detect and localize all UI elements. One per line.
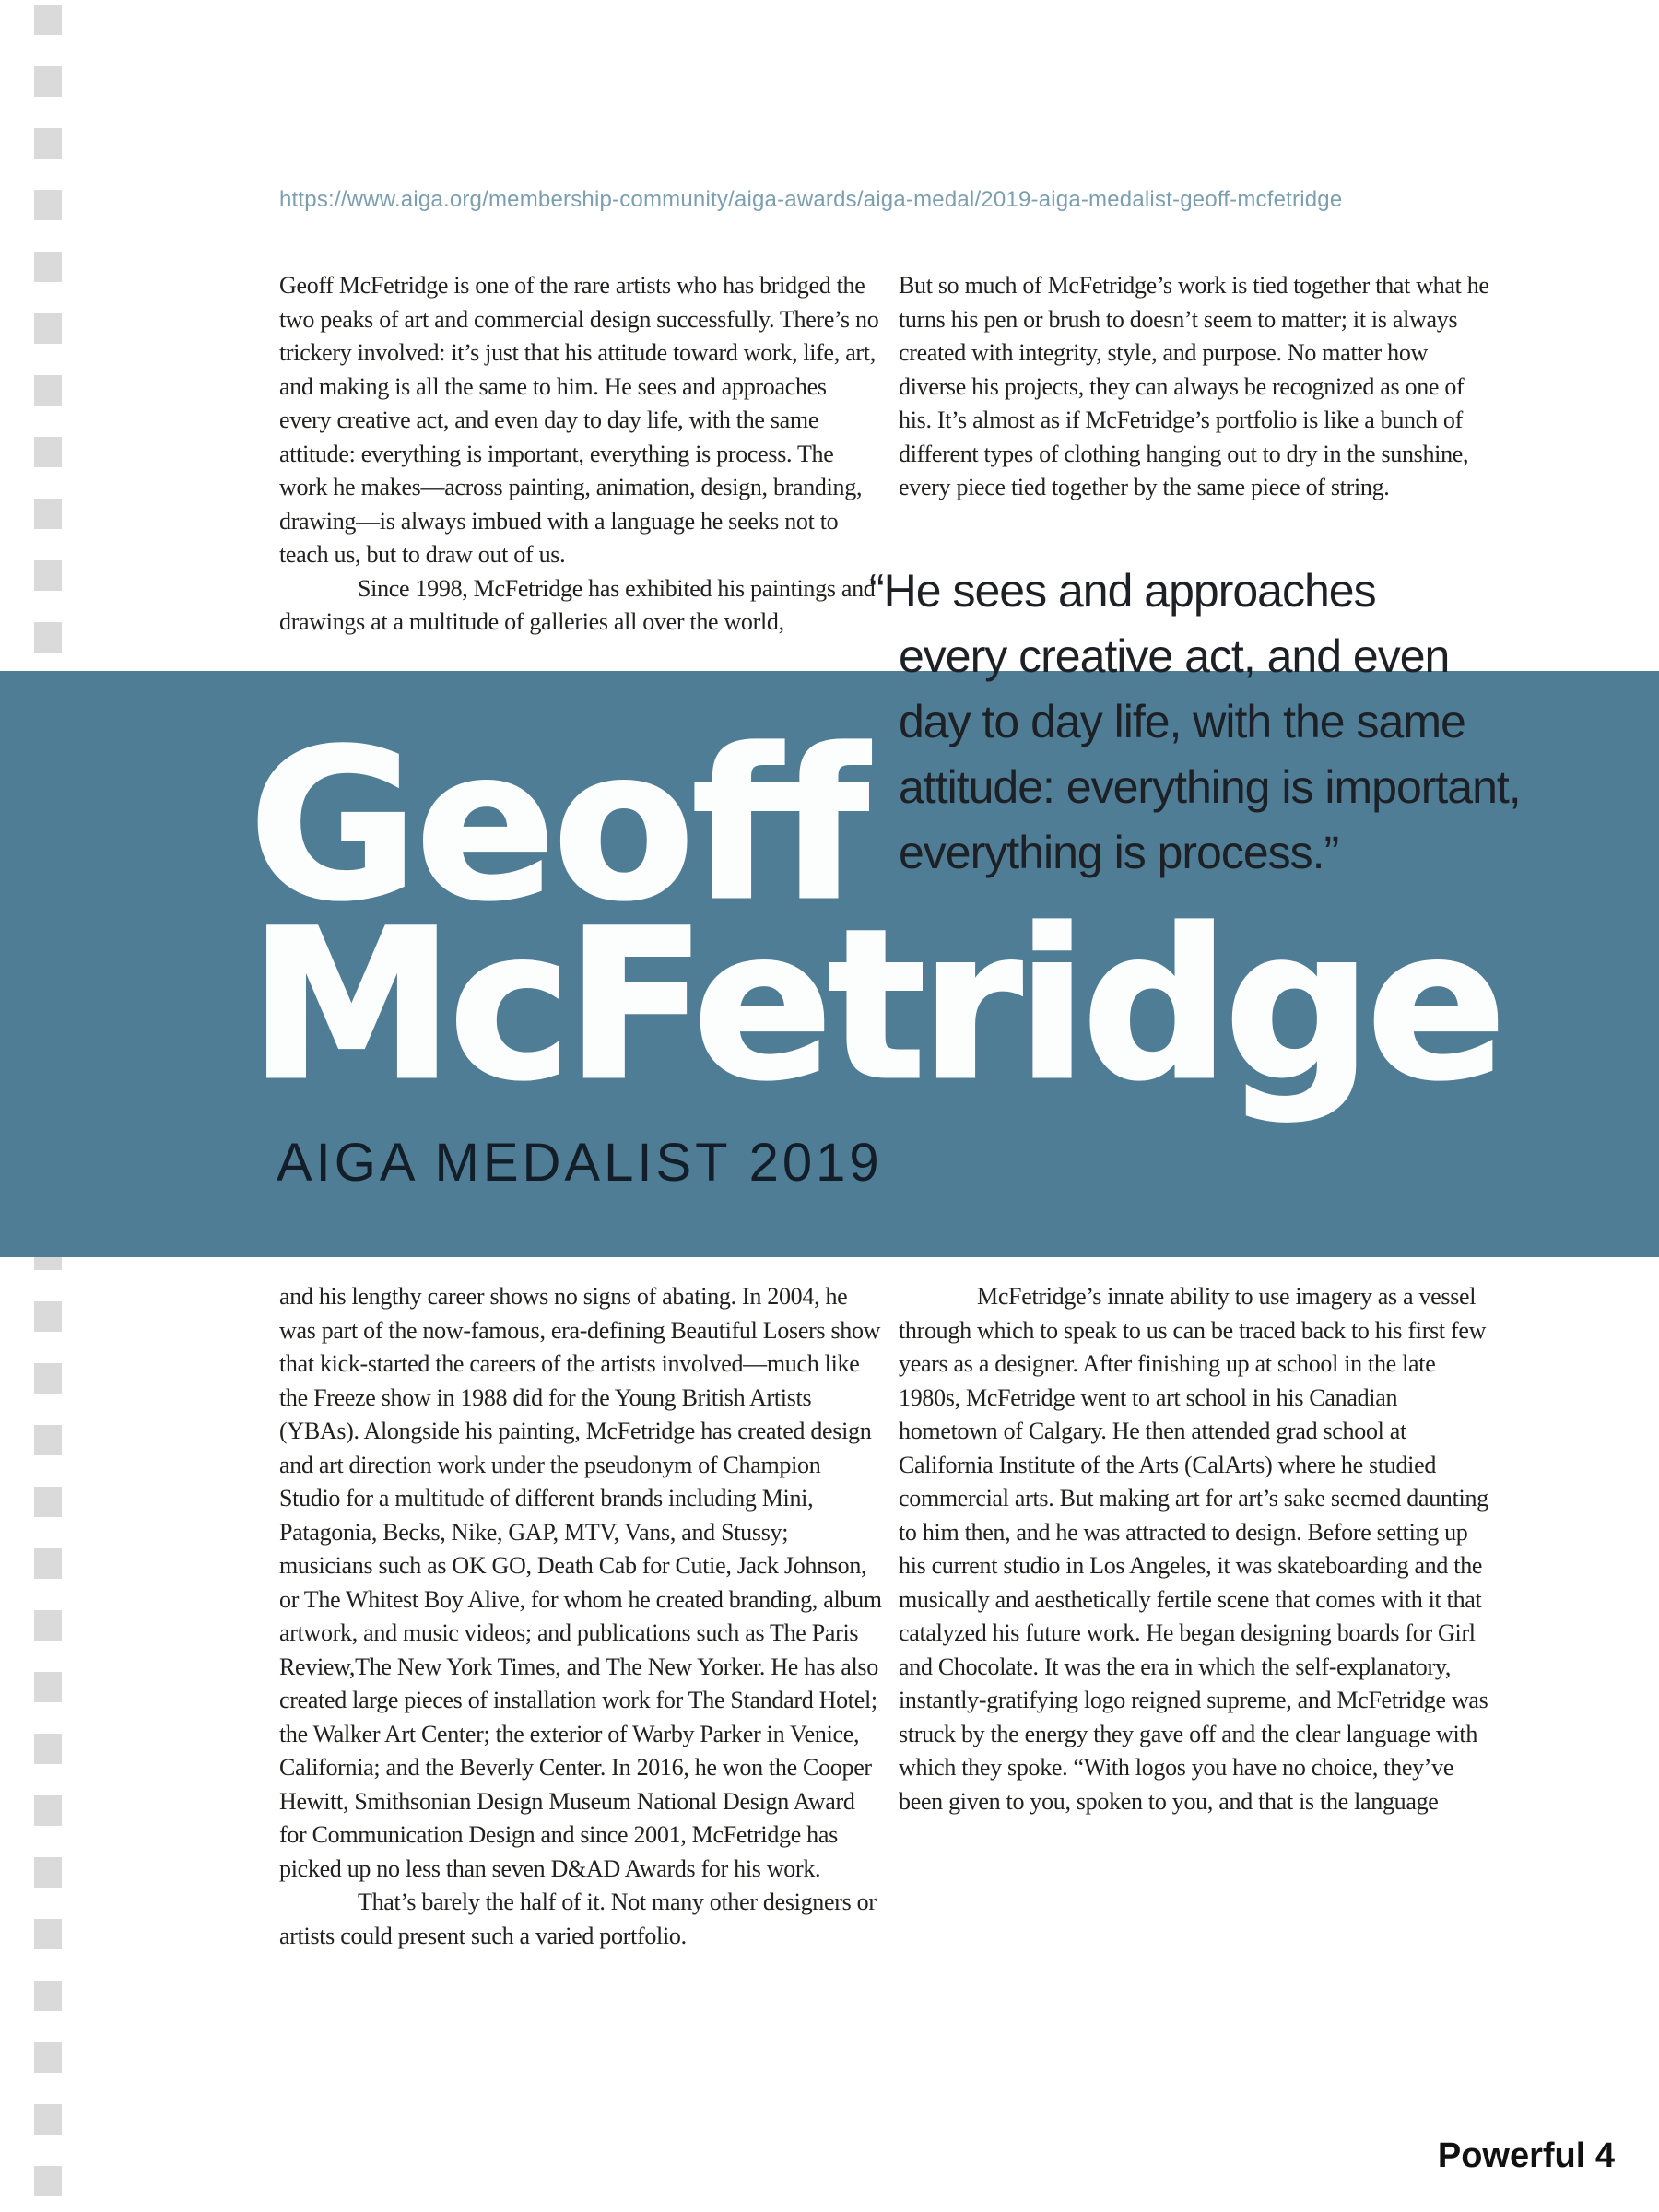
binding-hole [34,1672,62,1702]
binding-hole [34,66,62,97]
binding-hole [34,2104,62,2135]
binding-hole [34,313,62,344]
body-paragraph: and his lengthy career shows no signs of abating. In 2004, he was part of the now-famous, era-defining Beautiful Losers show that kick-started the careers of the artists involved—much like the Freeze show in 1988 did for the Young British Artists (YBAs). Alongside his painting, McFetridge has created design and art direction work under the pseudonym of Champion Studio for a multitude of different brands including Mini, Patagonia, Becks, Nike, GAP, MTV, Vans, and Stussy; musicians such as OK GO, Death Cab for Cutie, Jack Johnson, or The Whitest Boy Alive, for whom he created branding, album artwork, and music videos; and publications such as The Paris Review,The New York Times, and The New Yorker. He has also created large pieces of installation work for The Standard Hotel; the Walker Art Center; the exterior of Warby Parker in Venice, California; and the Beverly Center. In 2016, he won the Cooper Hewitt, Smithsonian Design Museum National Design Award for Communication Design and since 2001, McFetridge has picked up no less than seven D&AD Awards for his work. [279,1283,882,1882]
medalist-first-name: Geoff [249,705,866,946]
binding-hole [34,2166,62,2196]
pull-quote-line: everything is process.” [899,827,1339,878]
binding-hole [34,2042,62,2073]
body-right-column [899,1280,1496,1818]
binding-hole [34,1610,62,1641]
body-paragraph: McFetridge’s innate ability to use imagery as a vessel through which to speak to us can be traced back to his first few years as a designer. After finishing up at school in the late 1980s, McFetridge went to art school in his Canadian hometown of Calgary. He then attended grad school at California Institute of the Arts (CalArts) where he studied commercial arts. But making art for art’s sake seemed daunting to him then, and he was attracted to design. Before setting up his current studio in Los Angeles, it was skateboarding and the musically and aesthetically fertile scene that comes with it that catalyzed his future work. He began designing boards for Girl and Chocolate. It was the era in which the self-explanatory, instantly-gratifying logo reigned supreme, and McFetridge was struck by the energy they gave off and the clear language with which they spoke. “With logos you have no choice, they’ve been given to you, spoken to you, and that is the language [899,1283,1488,1815]
binding-hole [34,1425,62,1455]
medalist-subtitle: AIGA MEDALIST 2019 [276,1133,883,1193]
medalist-last-name: McFetridge [249,885,1501,1125]
body-left-column [279,1280,883,1953]
binding-hole [34,1363,62,1394]
intro-paragraph: Geoff McFetridge is one of the rare artists who has bridged the two peaks of art and commercial design successfully. There’s no trickery involved: it’s just that his attitude toward work, life, art, and making is all the same to him. He sees and approaches every creative act, and even day to day life, with the same attitude: everything is important, everything is process. The work he makes—across painting, animation, design, branding, drawing—is always imbued with a language he seeks not to teach us, but to draw out of us. [279,272,879,568]
binding-hole [34,128,62,159]
binding-hole [34,560,62,591]
binding-hole [34,499,62,529]
intro-left-column [279,269,883,640]
binding-hole [34,1857,62,1888]
binding-hole [34,190,62,220]
binding-hole [34,622,62,653]
binding-hole [34,1487,62,1517]
binding-hole [34,1795,62,1826]
binding-hole [34,437,62,467]
pull-quote-line: attitude: everything is important, [899,761,1521,813]
source-url-link[interactable]: https://www.aiga.org/membership-community/aiga-awards/aiga-medal/2019-aiga-medalist-geoff-mcfetridge [279,187,1343,212]
pull-quote-line: day to day life, with the same [899,696,1465,747]
binding-hole [34,1301,62,1332]
binding-hole [34,5,62,35]
binding-hole [34,1981,62,2011]
intro-paragraph: Since 1998, McFetridge has exhibited his paintings and drawings at a multitude of galleries all over the world, [279,574,876,635]
intro-right-column [899,269,1496,505]
pull-quote [869,559,1618,886]
binding-hole [34,1734,62,1764]
pull-quote-line: every creative act, and even [899,630,1450,682]
binding-hole [34,252,62,282]
binding-hole [34,375,62,406]
pull-quote-line: “He sees and approaches [869,565,1376,617]
intro-paragraph: But so much of McFetridge’s work is tied together that what he turns his pen or brush to doesn’t seem to matter; it is always created with integrity, style, and purpose. No matter how diverse his projects, they can always be recognized as one of his. It’s almost as if McFetridge’s portfolio is like a bunch of different types of clothing hanging out to dry in the sunshine, every piece tied together by the same piece of string. [899,272,1489,500]
body-paragraph: That’s barely the half of it. Not many other designers or artists could present such a varied portfolio. [279,1888,877,1949]
binding-hole [34,1919,62,1949]
page-footer-label: Powerful 4 [1437,2136,1615,2175]
binding-hole [34,1548,62,1579]
